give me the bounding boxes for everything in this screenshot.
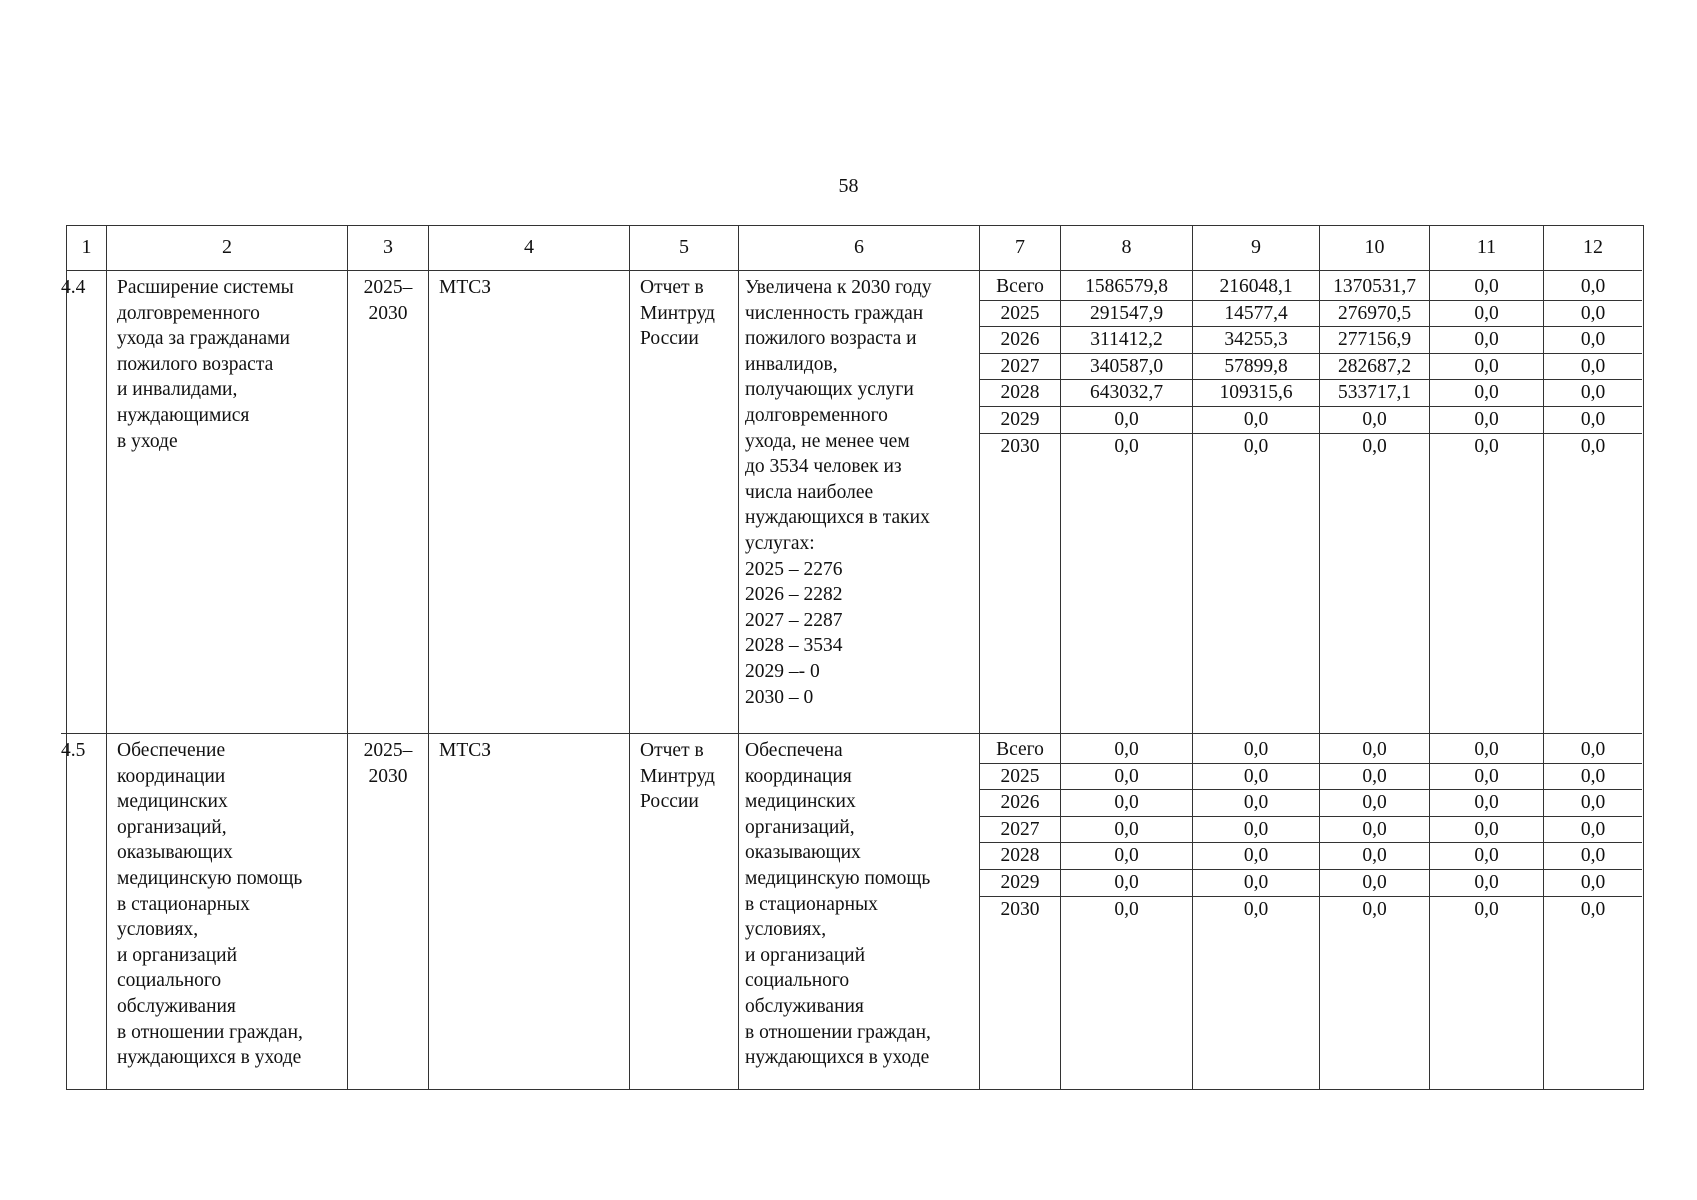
value-cell: 0,0: [1580, 435, 1606, 457]
col8-values: [1061, 271, 1193, 734]
value-cell: 0,0: [1193, 843, 1319, 870]
year-cell: 2030: [1000, 898, 1040, 920]
value-cell: 0,0: [1362, 435, 1387, 457]
expected-result: Увеличена к 2030 году численность граждан пожилого возраста и инвалидов, получающих услуги долговременного ухода, не менее чем до 3534 человек из числа наиболее нуждающихся в таких услугах: 2025 – 2276 2026 – 2282 2027 – 2287 2028 – 3534 2029 –- 0 2030 – 0: [739, 271, 980, 734]
value-cell: 0,0: [1544, 764, 1642, 791]
value-cell: 0,0: [1061, 790, 1192, 817]
value-cell: 0,0: [1320, 843, 1429, 870]
year-cell: 2025: [980, 301, 1060, 328]
measure-name: Обеспечение координации медицинских организаций, оказывающих медицинскую помощь в стационарных условиях, и организаций социального обслуживания в отношении граждан, нуждающихся в уходе: [107, 734, 348, 1089]
year-cell: 2026: [980, 327, 1060, 354]
value-cell: 34255,3: [1193, 327, 1319, 354]
year-cell: 2030: [1000, 435, 1040, 457]
year-cell: 2025: [980, 764, 1060, 791]
year-cell: Всего: [980, 274, 1060, 301]
col11-values: [1430, 734, 1544, 1089]
years-column: [980, 271, 1061, 734]
value-cell: 0,0: [1544, 354, 1642, 381]
value-cell: 0,0: [1544, 817, 1642, 844]
value-cell: 0,0: [1320, 790, 1429, 817]
value-cell: 0,0: [1193, 407, 1319, 434]
value-cell: 0,0: [1061, 737, 1192, 764]
value-cell: 0,0: [1430, 790, 1543, 817]
year-cell: 2028: [980, 380, 1060, 407]
value-cell: 643032,7: [1061, 380, 1192, 407]
col10-values: [1320, 271, 1430, 734]
years-column: [980, 734, 1061, 1089]
value-cell: 0,0: [1430, 380, 1543, 407]
header-cell-12: 12: [1544, 226, 1642, 271]
value-cell: 0,0: [1243, 435, 1269, 457]
year-cell: Всего: [980, 737, 1060, 764]
period: 2025– 2030: [348, 271, 429, 734]
report-form: Отчет в Минтруд России: [630, 734, 739, 1089]
year-cell: 2026: [980, 790, 1060, 817]
value-cell: 0,0: [1430, 354, 1543, 381]
header-cell-2: 2: [107, 226, 348, 271]
header-cell-11: 11: [1430, 226, 1544, 271]
value-cell: 0,0: [1580, 898, 1606, 920]
measure-name: Расширение системы долговременного ухода за гражданами пожилого возраста и инвалидами, нуждающимися в уходе: [107, 271, 348, 734]
value-cell: 0,0: [1320, 407, 1429, 434]
value-cell: 0,0: [1061, 407, 1192, 434]
header-cell-6: 6: [739, 226, 980, 271]
period: 2025– 2030: [348, 734, 429, 1089]
value-cell: 0,0: [1320, 870, 1429, 897]
value-cell: 0,0: [1243, 898, 1269, 920]
value-cell: 0,0: [1320, 764, 1429, 791]
value-cell: 311412,2: [1061, 327, 1192, 354]
value-cell: 340587,0: [1061, 354, 1192, 381]
row-id: 4.5: [61, 734, 107, 1089]
value-cell: 0,0: [1544, 274, 1642, 301]
header-cell-1: 1: [67, 226, 107, 271]
value-cell: 216048,1: [1193, 274, 1319, 301]
value-cell: 0,0: [1430, 764, 1543, 791]
page-number: 58: [838, 175, 859, 197]
header-cell-5: 5: [630, 226, 739, 271]
value-cell: 0,0: [1544, 327, 1642, 354]
value-cell: 0,0: [1061, 870, 1192, 897]
value-cell: 0,0: [1430, 843, 1543, 870]
header-cell-3: 3: [348, 226, 429, 271]
value-cell: 0,0: [1193, 764, 1319, 791]
col8-values: [1061, 734, 1193, 1089]
executor: МТСЗ: [429, 734, 630, 1089]
value-cell: 0,0: [1430, 870, 1543, 897]
value-cell: 0,0: [1430, 301, 1543, 328]
value-cell: 0,0: [1320, 737, 1429, 764]
value-cell: 1586579,8: [1061, 274, 1192, 301]
year-cell: 2027: [980, 817, 1060, 844]
value-cell: 0,0: [1114, 898, 1139, 920]
value-cell: 0,0: [1061, 764, 1192, 791]
program-table: [61, 225, 1644, 1090]
value-cell: 57899,8: [1193, 354, 1319, 381]
col9-values: [1193, 734, 1320, 1089]
value-cell: 0,0: [1430, 817, 1543, 844]
value-cell: 0,0: [1544, 380, 1642, 407]
executor: МТСЗ: [429, 271, 630, 734]
col12-values: [1544, 271, 1642, 734]
value-cell: 0,0: [1430, 327, 1543, 354]
year-cell: 2029: [980, 870, 1060, 897]
value-cell: 0,0: [1114, 435, 1139, 457]
value-cell: 0,0: [1474, 435, 1499, 457]
value-cell: 0,0: [1193, 817, 1319, 844]
value-cell: 282687,2: [1320, 354, 1429, 381]
value-cell: 0,0: [1430, 737, 1543, 764]
row-id: 4.4: [61, 271, 107, 734]
value-cell: 0,0: [1430, 407, 1543, 434]
value-cell: 533717,1: [1320, 380, 1429, 407]
value-cell: 0,0: [1544, 407, 1642, 434]
value-cell: 0,0: [1061, 817, 1192, 844]
year-cell: 2028: [980, 843, 1060, 870]
expected-result: Обеспечена координация медицинских организаций, оказывающих медицинскую помощь в стационарных условиях, и организаций социального обслуживания в отношении граждан, нуждающихся в уходе: [739, 734, 980, 1089]
value-cell: 0,0: [1430, 274, 1543, 301]
col10-values: [1320, 734, 1430, 1089]
value-cell: 0,0: [1320, 817, 1429, 844]
col12-values: [1544, 734, 1642, 1089]
col11-values: [1430, 271, 1544, 734]
header-cell-9: 9: [1193, 226, 1320, 271]
value-cell: 0,0: [1544, 870, 1642, 897]
value-cell: 277156,9: [1320, 327, 1429, 354]
value-cell: 109315,6: [1193, 380, 1319, 407]
value-cell: 0,0: [1193, 790, 1319, 817]
value-cell: 0,0: [1474, 898, 1499, 920]
value-cell: 1370531,7: [1320, 274, 1429, 301]
header-cell-7: 7: [980, 226, 1061, 271]
year-cell: 2027: [980, 354, 1060, 381]
report-form: Отчет в Минтруд России: [630, 271, 739, 734]
value-cell: 0,0: [1061, 843, 1192, 870]
value-cell: 0,0: [1193, 737, 1319, 764]
header-cell-4: 4: [429, 226, 630, 271]
year-cell: 2029: [980, 407, 1060, 434]
value-cell: 276970,5: [1320, 301, 1429, 328]
header-cell-10: 10: [1320, 226, 1430, 271]
value-cell: 0,0: [1193, 870, 1319, 897]
value-cell: 14577,4: [1193, 301, 1319, 328]
header-cell-8: 8: [1061, 226, 1193, 271]
value-cell: 0,0: [1544, 301, 1642, 328]
value-cell: 0,0: [1544, 737, 1642, 764]
value-cell: 0,0: [1362, 898, 1387, 920]
value-cell: 0,0: [1544, 843, 1642, 870]
value-cell: 291547,9: [1061, 301, 1192, 328]
value-cell: 0,0: [1544, 790, 1642, 817]
col9-values: [1193, 271, 1320, 734]
